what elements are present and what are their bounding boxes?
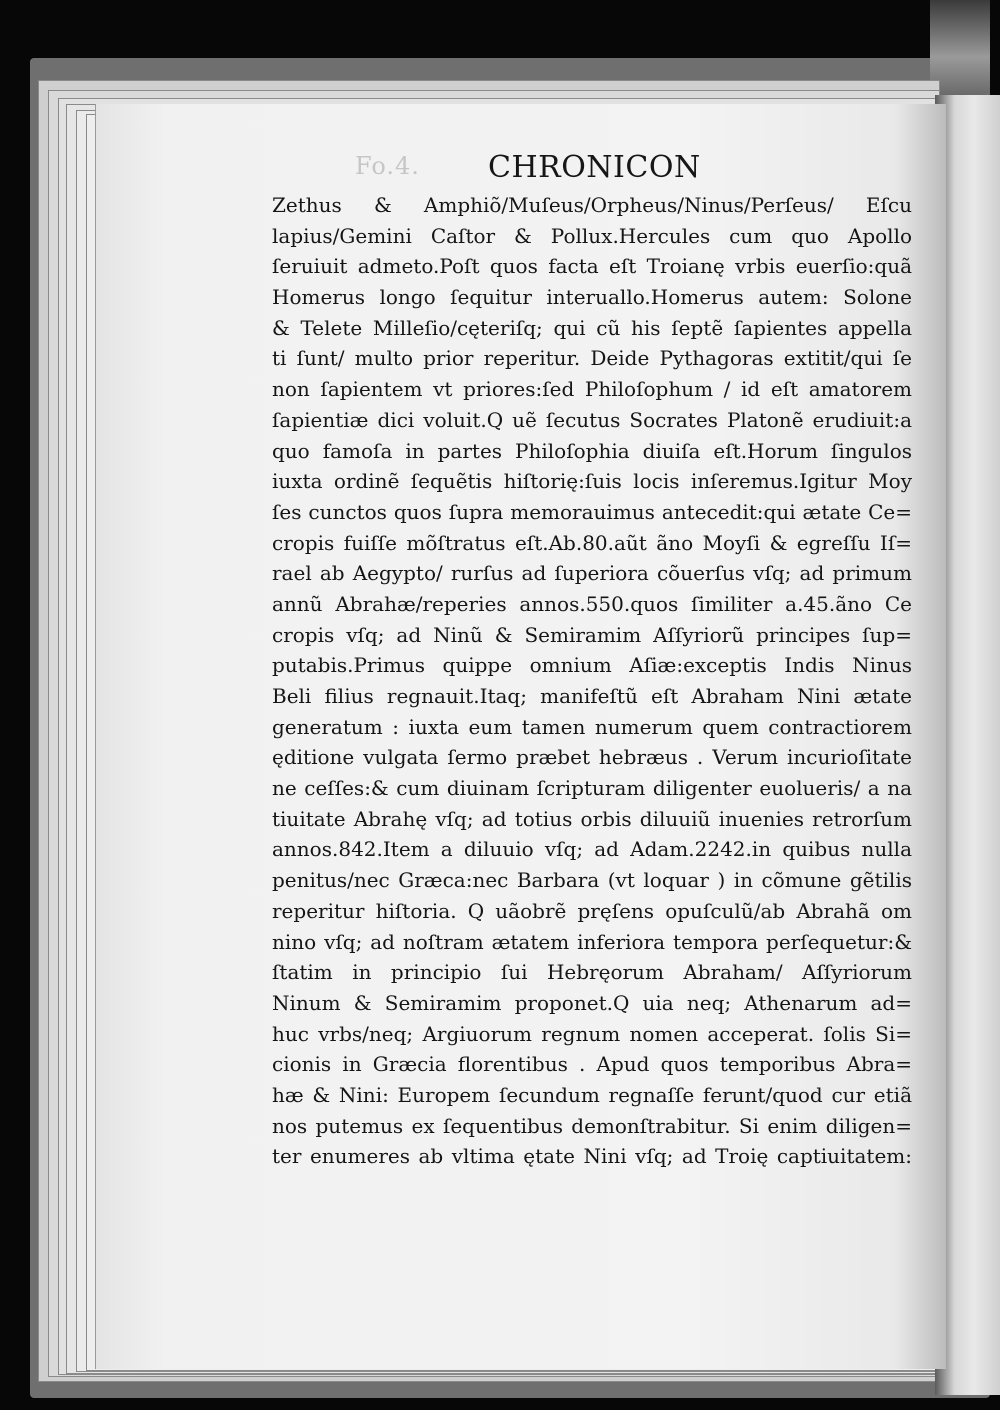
text-line: ter enumeres ab vltima ętate Nini vſq; ad Troię captiuitatem:	[272, 1144, 912, 1169]
text-line: non ſapientem vt priores:ſed Philoſophum / id eſt amatorem	[272, 377, 912, 402]
show-through-folio: Fo.4.	[355, 152, 420, 180]
running-head: CHRONICON	[488, 150, 701, 185]
text-line: Homerus longo ſequitur interuallo.Homerus autem: Solone	[272, 285, 912, 310]
text-line: cropis vſq; ad Ninũ & Semiramim Aſſyriorũ principes ſup=	[272, 622, 912, 647]
text-line: hæ & Nini: Europem ſecundum regnaſſe ferunt/quod cur etiã	[272, 1082, 912, 1107]
text-line: tiuitate Abrahę vſq; ad totius orbis diluuiũ inuenies retrorſum	[272, 806, 912, 831]
text-line: huc vrbs/neq; Argiuorum regnum nomen acceperat. ſolis Si=	[272, 1021, 912, 1046]
text-line: annũ Abrahæ/reperies annos.550.quos ſimiliter a.45.ãno Ce	[272, 591, 912, 616]
text-line: ne ceſſes:& cum diuinam ſcripturam diligenter euolueris/ a na	[272, 776, 912, 801]
text-line: nos putemus ex ſequentibus demonſtrabitur. Si enim diligen=	[272, 1113, 912, 1138]
text-line: Beli filius regnauit.Itaq; manifeſtũ eſt Abraham Nini ætate	[272, 684, 912, 708]
text-line: nino vſq; ad noſtram ætatem inferiora tempora perſequetur:&	[272, 929, 912, 954]
text-line: Zethus & Amphiõ/Muſeus/Orpheus/Ninus/Perſeus/ Eſcu	[272, 193, 912, 217]
body-text	[272, 190, 912, 1172]
text-line: reperitur hiſtoria. Q uãobrẽ pręſens opuſculũ/ab Abrahã om	[272, 898, 912, 923]
text-line: iuxta ordinẽ ſequẽtis hiſtorię:ſuis locis inſeremus.Igitur Moy	[272, 469, 912, 494]
text-line: ti ſunt/ multo prior reperitur. Deide Pythagoras extitit/qui ſe	[272, 346, 912, 371]
text-line: annos.842.Item a diluuio vſq; ad Adam.2242.in quibus nulla	[272, 837, 912, 862]
text-line: ſeruiuit admeto.Poſt quos facta eſt Troianę vrbis euerſio:quã	[272, 254, 912, 279]
text-line: quo famoſa in partes Philoſophia diuiſa eſt.Horum ſingulos	[272, 438, 912, 463]
text-line: lapius/Gemini Caſtor & Pollux.Hercules cum quo Apollo	[272, 223, 912, 248]
text-line: putabis.Primus quippe omnium Aſiæ:exceptis Indis Ninus	[272, 653, 912, 678]
text-line: rael ab Aegypto/ rurſus ad ſuperiora cõuerſus vſq; ad primum	[272, 561, 912, 586]
text-line: ſtatim in principio ſui Hebręorum Abraham/ Aſſyriorum	[272, 960, 912, 985]
text-line: ſes cunctos quos ſupra memorauimus antecedit:qui ætate Ce=	[272, 499, 912, 524]
text-line: Ninum & Semiramim proponet.Q uia neq; Athenarum ad=	[272, 990, 912, 1015]
text-line: cionis in Græcia florentibus . Apud quos temporibus Abra=	[272, 1052, 912, 1077]
text-line: penitus/nec Græca:nec Barbara (vt loquar ) in cõmune gẽtilis	[272, 868, 912, 893]
text-line: generatum : iuxta eum tamen numerum quem contractiorem	[272, 714, 912, 739]
text-line: ſapientiæ dici voluit.Q uẽ ſecutus Socrates Platonẽ erudiuit:a	[272, 407, 912, 432]
text-line: ęditione vulgata ſermo præbet hebræus . Verum incurioſitate	[272, 745, 912, 770]
text-line: cropis fuiſſe mõſtratus eſt.Ab.80.aũt ãno Moyſi & egreſſu Iſ=	[272, 530, 912, 555]
text-line: & Telete Milleſio/cęteriſq; qui cũ his ſeptẽ ſapientes appella	[272, 315, 912, 340]
